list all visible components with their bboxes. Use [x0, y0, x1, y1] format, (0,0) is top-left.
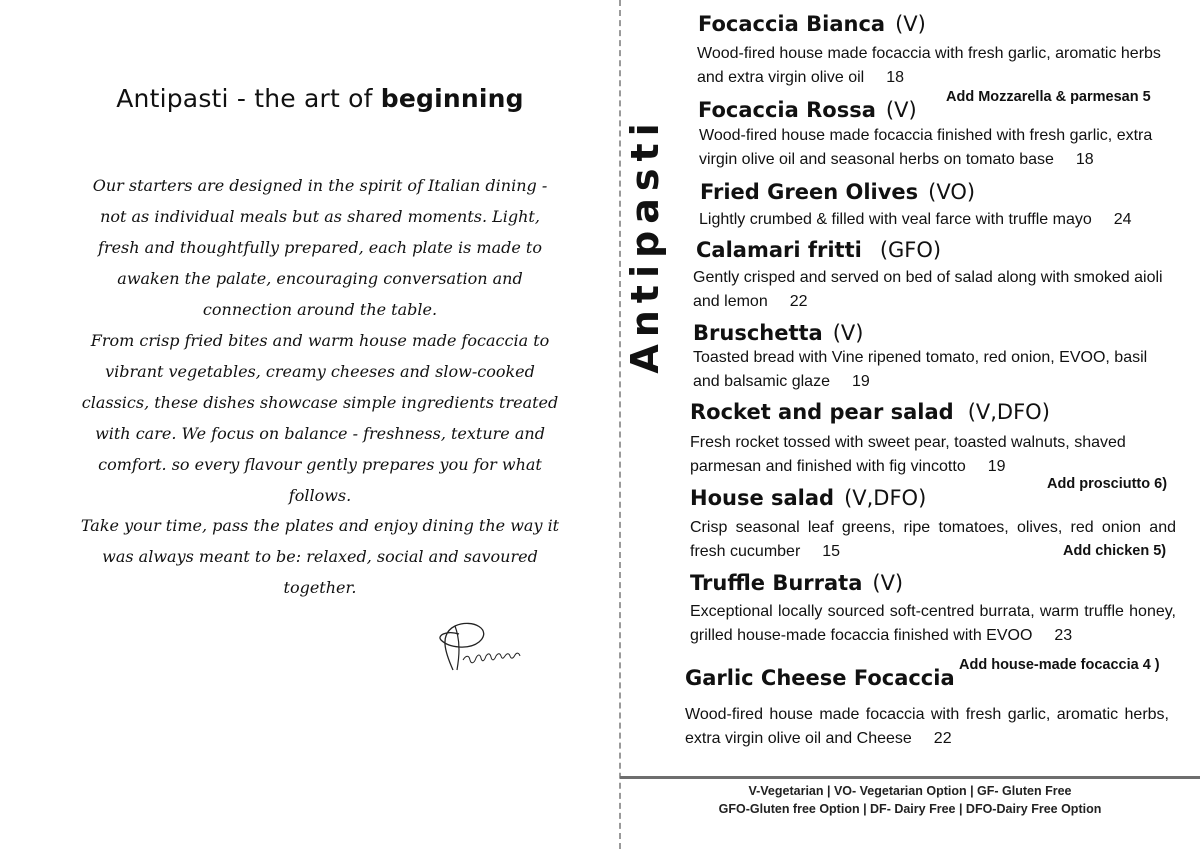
menu-item-price: 22: [789, 293, 808, 310]
menu-item-addon: Add house-made focaccia 4 ): [959, 657, 1160, 673]
dietary-legend-line-2: GFO-Gluten free Option | DF- Dairy Free | DFO-Dairy Free Option: [718, 802, 1102, 816]
menu-item-price: 18: [886, 69, 904, 86]
section-title-text: Antipasti: [623, 116, 667, 374]
menu-item-price: 15: [822, 543, 841, 560]
menu-item-name: Garlic Cheese Focaccia: [685, 666, 955, 690]
menu-item-description: Fresh rocket tossed with sweet pear, toasted walnuts, shaved parmesan and finished with fig vincotto 19: [690, 434, 1126, 475]
menu-item-name: Calamari fritti (GFO): [696, 238, 942, 262]
menu-item-description: Exceptional locally sourced soft-centred burrata, warm truffle honey, grilled house-made focaccia finished with EVOO 23: [690, 603, 1176, 644]
menu-item-price: 22: [933, 730, 952, 747]
intro-paragraph-1: Our starters are designed in the spirit of Italian dining - not as individual meals but as shared moments. Light, fresh and thoughtfully prepared, each plate is made to awaken the palate, encouraging conversation and connection around the table.: [92, 176, 548, 319]
menu-item-price: 19: [987, 458, 1006, 475]
menu-item-description: Gently crisped and served on bed of salad along with smoked aioli and lemon 22: [693, 269, 1163, 310]
intro-paragraph-2: From crisp fried bites and warm house made focaccia to vibrant vegetables, creamy cheeses and slow-cooked classics, these dishes showcase simple ingredients treated with care. We focus on balance - freshness, texture and comfort. so every flavour gently prepares you for what follows.: [81, 331, 559, 505]
signature-image: [435, 612, 535, 678]
section-title-vertical: [605, 115, 685, 375]
intro-title: [0, 84, 640, 113]
menu-item-price: 18: [1075, 151, 1094, 168]
menu-item-description: Wood-fired house made focaccia finished with fresh garlic, extra virgin olive oil and seasonal herbs on tomato base 18: [699, 127, 1153, 168]
menu-item-name: Focaccia Bianca (V): [698, 12, 926, 36]
intro-title-emphasis: beginning: [380, 84, 524, 113]
menu-item-name: House salad (V,DFO): [690, 486, 927, 510]
menu-item-addon: Add prosciutto 6): [1047, 476, 1168, 492]
menu-item-name: Focaccia Rossa (V): [698, 98, 917, 122]
menu-item-description: Crisp seasonal leaf greens, ripe tomatoes, olives, red onion and fresh cucumber 15: [690, 519, 1176, 560]
menu-item-description: Toasted bread with Vine ripened tomato, red onion, EVOO, basil and balsamic glaze 19: [693, 349, 1148, 390]
menu-item-name: Truffle Burrata (V): [690, 571, 904, 595]
intro-paragraph-3: Take your time, pass the plates and enjoy dining the way it was always meant to be: relaxed, social and savoured together.: [80, 516, 560, 597]
menu-item-description: Wood-fired house made focaccia with fresh garlic, aromatic herbs and extra virgin olive oil 18: [697, 45, 1161, 86]
menu-item-name: Bruschetta (V): [693, 321, 864, 345]
menu-item-name: Rocket and pear salad (V,DFO): [690, 400, 1050, 424]
menu-item-price: 19: [851, 373, 870, 390]
menu-item-description: Lightly crumbed & filled with veal farce with truffle mayo 24: [699, 211, 1132, 228]
menu-item-addon: Add chicken 5): [1063, 543, 1167, 559]
menu-item-price: 24: [1113, 211, 1132, 228]
footer-rule: [620, 776, 1200, 779]
menu-item-description: Wood-fired house made focaccia with fresh garlic, aromatic herbs, extra virgin olive oil and Cheese 22: [685, 706, 1169, 747]
menu-item-addon: Add Mozzarella & parmesan 5: [946, 89, 1151, 105]
intro-title-prefix: Antipasti - the art of: [116, 84, 381, 113]
menu-item-price: 23: [1054, 627, 1073, 644]
menu-item-name: Fried Green Olives (VO): [700, 180, 976, 204]
dietary-legend-line-1: V-Vegetarian | VO- Vegetarian Option | GF- Gluten Free: [748, 784, 1072, 798]
